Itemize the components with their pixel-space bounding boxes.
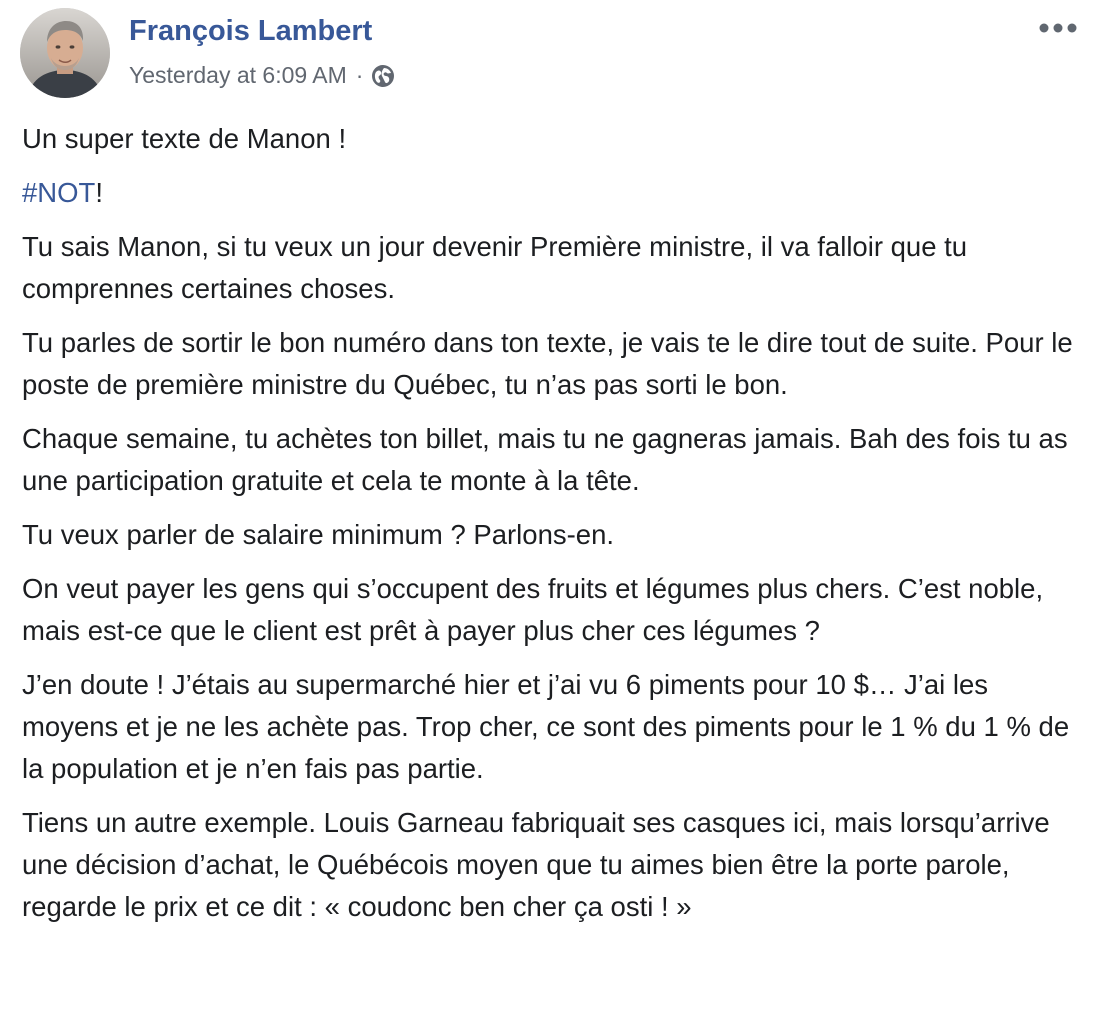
author-name[interactable]: François Lambert (129, 15, 373, 47)
post-paragraph: J’en doute ! J’étais au supermarché hier et j’ai vu 6 piments pour 10 $… J’ai les moyens et je ne les achète pas. Trop cher, ce sont des piments pour le 1 % du 1 % de la population et je n’en fais pas partie. (22, 669, 1070, 784)
post-body (22, 118, 1082, 940)
post-paragraph: Tu sais Manon, si tu veux un jour devenir Première ministre, il va falloir que tu comprennes certaines choses. (22, 231, 968, 304)
meta-separator: · (355, 62, 364, 88)
post-paragraph: Chaque semaine, tu achètes ton billet, mais tu ne gagneras jamais. Bah des fois tu as une participation gratuite et cela te monte à la tête. (22, 423, 1068, 496)
post-paragraph: Tiens un autre exemple. Louis Garneau fabriquait ses casques ici, mais lorsqu’arrive une décision d’achat, le Québécois moyen que tu aimes bien être la porte parole, regarde le prix et ce dit : « coudonc ben cher ça osti ! » (22, 807, 1050, 922)
post-paragraph: Tu parles de sortir le bon numéro dans ton texte, je vais te le dire tout de suite. Pour le poste de première ministre du Québec, tu n’as pas sorti le bon. (22, 327, 1073, 400)
post-meta (129, 62, 395, 89)
more-options-icon[interactable] (1038, 16, 1078, 40)
avatar[interactable] (20, 8, 110, 98)
hashtag-suffix: ! (95, 177, 103, 208)
globe-icon[interactable] (371, 64, 395, 88)
hashtag-line (22, 172, 1082, 214)
post-timestamp[interactable]: Yesterday at 6:09 AM (129, 62, 347, 88)
post-paragraph: Un super texte de Manon ! (22, 123, 347, 154)
post-paragraph: Tu veux parler de salaire minimum ? Parlons-en. (22, 519, 615, 550)
hashtag-link[interactable]: #NOT (22, 177, 96, 208)
avatar-photo (20, 8, 110, 98)
post-paragraph: On veut payer les gens qui s’occupent des fruits et légumes plus chers. C’est noble, mais est-ce que le client est prêt à payer plus cher ces légumes ? (22, 573, 1044, 646)
